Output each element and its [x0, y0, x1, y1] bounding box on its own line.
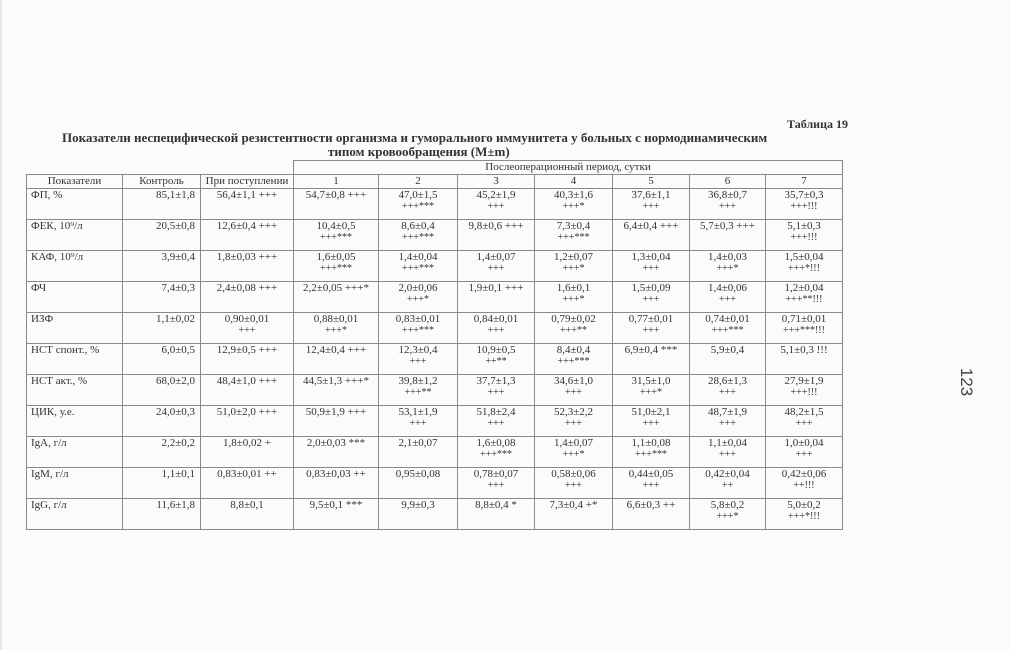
control-cell: 6,0±0,5 [123, 344, 201, 375]
day-3-cell [458, 499, 535, 530]
header-control: Контроль [123, 175, 201, 189]
cell-significance: +++*!!! [788, 263, 820, 274]
day-2-cell [379, 499, 458, 530]
day-6-cell [690, 437, 766, 468]
cell-value: 47,0±1,5 [398, 189, 438, 201]
day-1-cell [294, 468, 379, 499]
cell-value: 8,4±0,4 [556, 344, 591, 356]
day-2-cell [379, 375, 458, 406]
cell-value: 1,0±0,04 [784, 437, 824, 449]
day-2-cell [379, 189, 458, 220]
cell-value: 37,7±1,3 [476, 375, 516, 387]
day-5-cell [613, 344, 690, 375]
day-6-cell [690, 282, 766, 313]
cell-significance: +++ [487, 263, 505, 274]
control-cell: 24,0±0,3 [123, 406, 201, 437]
header-day-2: 2 [379, 175, 458, 189]
day-2-cell [379, 251, 458, 282]
cell-value: 2,0±0,06 [398, 282, 438, 294]
day-7-cell [766, 468, 843, 499]
cell-significance: +++*** [402, 201, 434, 212]
day-1-cell [294, 344, 379, 375]
page-number: 123 [957, 367, 977, 397]
day-4-cell [535, 406, 613, 437]
day-6-cell [690, 313, 766, 344]
day-6-cell [690, 406, 766, 437]
control-cell: 68,0±2,0 [123, 375, 201, 406]
cell-value: 5,1±0,3 !!! [780, 344, 828, 356]
title-line-2: типом кровообращения (M±m) [328, 144, 510, 159]
table-row [27, 344, 843, 375]
control-cell: 85,1±1,8 [123, 189, 201, 220]
table-row [27, 375, 843, 406]
cell-significance: +++*** [635, 449, 667, 460]
param-cell: ЦИК, у.е. [27, 406, 123, 437]
cell-significance: +++*** [402, 232, 434, 243]
cell-value: 1,4±0,06 [707, 282, 748, 294]
param-cell: ФЧ [27, 282, 123, 313]
cell-significance: ++!!! [793, 480, 815, 491]
cell-significance: +++ [719, 294, 736, 305]
cell-value: 7,3±0,4 [556, 220, 591, 232]
day-7-cell [766, 344, 843, 375]
cell-significance: +++* [325, 325, 347, 336]
cell-value: 5,1±0,3 [787, 220, 821, 232]
cell-value: 1,4±0,07 [553, 437, 594, 449]
day-2-cell [379, 468, 458, 499]
day-3-cell [458, 468, 535, 499]
cell-value: 48,7±1,9 [707, 406, 748, 418]
day-3-cell [458, 344, 535, 375]
day-2-cell [379, 406, 458, 437]
day-5-cell [613, 499, 690, 530]
day-5-cell [613, 375, 690, 406]
cell-value: 0,90±0,01 [224, 313, 270, 325]
admission-cell [201, 313, 294, 344]
header-day-4: 4 [535, 175, 613, 189]
cell-significance: +++ [719, 449, 736, 460]
cell-value: 6,9±0,4 *** [624, 344, 678, 356]
cell-value: 54,7±0,8 +++ [305, 189, 367, 201]
day-2-cell [379, 282, 458, 313]
cell-significance: +++*** [557, 356, 590, 367]
day-5-cell [613, 282, 690, 313]
day-6-cell [690, 468, 766, 499]
day-4-cell [535, 375, 613, 406]
cell-value: 5,9±0,4 [710, 344, 745, 356]
admission-cell [201, 189, 294, 220]
day-1-cell [294, 189, 379, 220]
cell-value: 1,5±0,04 [784, 251, 824, 263]
param-cell: НСТ спонт., % [27, 344, 123, 375]
cell-value: 52,3±2,2 [553, 406, 594, 418]
cell-value: 53,1±1,9 [398, 406, 438, 418]
cell-value: 34,6±1,0 [553, 375, 594, 387]
day-3-cell [458, 406, 535, 437]
day-3-cell [458, 437, 535, 468]
title-line-1: Показатели неспецифической резистентности организма и гуморального иммунитета у больных с нормодинамическим [62, 130, 768, 145]
table-title [40, 131, 920, 159]
day-6-cell [690, 220, 766, 251]
cell-value: 0,71±0,01 [781, 313, 827, 325]
day-3-cell [458, 251, 535, 282]
day-7-cell [766, 282, 843, 313]
cell-value: 1,6±0,1 [556, 282, 591, 294]
cell-value: 10,4±0,5 [316, 220, 356, 232]
cell-significance: +++ [719, 201, 736, 212]
cell-significance: +++* [716, 263, 739, 274]
cell-significance: +++ [642, 201, 660, 212]
cell-value: 9,8±0,6 +++ [468, 220, 524, 232]
cell-value: 1,2±0,04 [784, 282, 824, 294]
cell-significance: +++*** [480, 449, 512, 460]
day-1-cell [294, 375, 379, 406]
cell-significance: ++** [485, 356, 507, 367]
day-3-cell [458, 189, 535, 220]
admission-cell [201, 437, 294, 468]
cell-value: 12,6±0,4 +++ [216, 220, 278, 232]
control-cell: 2,2±0,2 [123, 437, 201, 468]
table-row [27, 499, 843, 530]
cell-significance: +++ [409, 418, 427, 429]
day-3-cell [458, 313, 535, 344]
day-5-cell [613, 437, 690, 468]
cell-value: 1,4±0,04 [398, 251, 438, 263]
day-5-cell [613, 251, 690, 282]
table-row [27, 282, 843, 313]
cell-value: 5,0±0,2 [787, 499, 821, 511]
cell-significance: +++***!!! [783, 325, 825, 336]
table-row [27, 220, 843, 251]
cell-value: 0,42±0,04 [705, 468, 750, 480]
cell-significance: +++ [795, 418, 813, 429]
header-admission: При поступлении [201, 175, 294, 189]
cell-significance: +++* [562, 449, 585, 460]
cell-value: 45,2±1,9 [476, 189, 516, 201]
cell-value: 12,9±0,5 +++ [216, 344, 278, 356]
day-5-cell [613, 468, 690, 499]
cell-value: 27,9±1,9 [784, 375, 824, 387]
cell-value: 12,3±0,4 [398, 344, 438, 356]
day-4-cell [535, 220, 613, 251]
day-4-cell [535, 313, 613, 344]
cell-significance: +++ [642, 263, 660, 274]
cell-value: 1,6±0,08 [476, 437, 516, 449]
table-row [27, 468, 843, 499]
cell-value: 0,83±0,01 ++ [217, 468, 277, 480]
cell-significance: +++**!!! [785, 294, 823, 305]
day-7-cell [766, 375, 843, 406]
cell-value: 0,95±0,08 [395, 468, 441, 480]
cell-value: 1,1±0,08 [631, 437, 671, 449]
cell-significance: +++ [487, 418, 505, 429]
day-7-cell [766, 437, 843, 468]
cell-significance: +++*** [320, 232, 352, 243]
cell-significance: +++ [719, 387, 736, 398]
cell-significance: +++ [642, 418, 660, 429]
cell-value: 9,5±0,1 *** [309, 499, 363, 511]
day-5-cell [613, 313, 690, 344]
day-5-cell [613, 220, 690, 251]
day-4-cell [535, 437, 613, 468]
header-day-5: 5 [613, 175, 690, 189]
table-row [27, 437, 843, 468]
cell-significance: +++*** [402, 325, 434, 336]
admission-cell [201, 406, 294, 437]
header-period: Послеоперационный период, сутки [294, 161, 843, 175]
day-6-cell [690, 344, 766, 375]
cell-value: 0,58±0,06 [551, 468, 596, 480]
control-cell: 20,5±0,8 [123, 220, 201, 251]
control-cell: 3,9±0,4 [123, 251, 201, 282]
header-day-3: 3 [458, 175, 535, 189]
cell-significance: +++* [562, 294, 585, 305]
table-row [27, 406, 843, 437]
day-5-cell [613, 189, 690, 220]
cell-value: 6,6±0,3 ++ [626, 499, 676, 511]
admission-cell [201, 251, 294, 282]
cell-value: 28,6±1,3 [707, 375, 748, 387]
admission-cell [201, 220, 294, 251]
cell-significance: +++ [642, 325, 660, 336]
cell-significance: ++ [721, 480, 734, 491]
cell-value: 31,5±1,0 [631, 375, 671, 387]
table-row [27, 313, 843, 344]
cell-value: 2,4±0,08 +++ [216, 282, 278, 294]
table-label: Таблица 19 [787, 117, 848, 131]
param-cell: КАФ, 10⁹/л [27, 251, 123, 282]
cell-value: 1,4±0,03 [707, 251, 748, 263]
cell-significance: +++* [716, 511, 739, 522]
day-1-cell [294, 251, 379, 282]
control-cell: 1,1±0,02 [123, 313, 201, 344]
param-cell: НСТ акт., % [27, 375, 123, 406]
day-5-cell [613, 406, 690, 437]
header-param: Показатели [27, 175, 123, 189]
day-1-cell [294, 406, 379, 437]
day-1-cell [294, 313, 379, 344]
cell-value: 0,84±0,01 [473, 313, 519, 325]
day-1-cell [294, 437, 379, 468]
day-4-cell [535, 468, 613, 499]
cell-value: 2,2±0,05 +++* [303, 282, 369, 294]
day-4-cell [535, 251, 613, 282]
cell-significance: +++ [795, 449, 813, 460]
day-4-cell [535, 282, 613, 313]
cell-value: 51,0±2,0 +++ [216, 406, 278, 418]
header-blank [27, 161, 294, 175]
cell-value: 51,8±2,4 [476, 406, 516, 418]
header-row [27, 175, 843, 189]
cell-value: 0,77±0,01 [628, 313, 674, 325]
cell-value: 1,6±0,05 [316, 251, 356, 263]
cell-significance: +++ [487, 387, 505, 398]
cell-significance: +++ [238, 325, 256, 336]
cell-value: 1,8±0,02 + [223, 437, 271, 449]
day-6-cell [690, 251, 766, 282]
day-3-cell [458, 375, 535, 406]
header-day-7: 7 [766, 175, 843, 189]
cell-significance: +++* [407, 294, 429, 305]
cell-significance: +++ [487, 325, 505, 336]
cell-value: 0,74±0,01 [705, 313, 750, 325]
cell-significance: +++* [640, 387, 662, 398]
day-6-cell [690, 499, 766, 530]
cell-value: 0,83±0,03 ++ [306, 468, 366, 480]
cell-value: 7,3±0,4 +* [549, 499, 598, 511]
cell-value: 48,4±1,0 +++ [216, 375, 278, 387]
page-edge [0, 0, 2, 650]
admission-cell [201, 499, 294, 530]
param-cell: ФЕК, 10⁹/л [27, 220, 123, 251]
cell-significance: +++!!! [790, 387, 818, 398]
cell-significance: +++* [562, 201, 585, 212]
cell-significance: +++*** [711, 325, 744, 336]
day-2-cell [379, 437, 458, 468]
cell-value: 44,5±1,3 +++* [303, 375, 369, 387]
admission-cell [201, 375, 294, 406]
day-4-cell [535, 344, 613, 375]
cell-significance: +++!!! [790, 232, 818, 243]
cell-value: 2,0±0,03 *** [306, 437, 366, 449]
cell-significance: +++*** [557, 232, 590, 243]
cell-value: 1,5±0,09 [631, 282, 671, 294]
cell-value: 8,8±0,1 [230, 499, 264, 511]
cell-value: 36,8±0,7 [707, 189, 748, 201]
cell-value: 35,7±0,3 [784, 189, 824, 201]
cell-value: 10,9±0,5 [476, 344, 516, 356]
day-1-cell [294, 220, 379, 251]
cell-value: 5,8±0,2 [710, 499, 745, 511]
header-day-6: 6 [690, 175, 766, 189]
cell-significance: +++ [409, 356, 427, 367]
day-7-cell [766, 499, 843, 530]
param-cell: ИЗФ [27, 313, 123, 344]
day-2-cell [379, 313, 458, 344]
day-6-cell [690, 189, 766, 220]
admission-cell [201, 468, 294, 499]
cell-value: 48,2±1,5 [784, 406, 824, 418]
cell-value: 0,79±0,02 [551, 313, 596, 325]
day-7-cell [766, 251, 843, 282]
cell-value: 1,1±0,04 [707, 437, 748, 449]
cell-value: 8,6±0,4 [401, 220, 435, 232]
cell-value: 0,78±0,07 [473, 468, 519, 480]
day-7-cell [766, 313, 843, 344]
day-3-cell [458, 220, 535, 251]
cell-significance: +++** [560, 325, 587, 336]
cell-significance: +++ [565, 418, 582, 429]
admission-cell [201, 282, 294, 313]
cell-value: 0,44±0,05 [628, 468, 674, 480]
control-cell: 1,1±0,1 [123, 468, 201, 499]
cell-value: 9,9±0,3 [401, 499, 435, 511]
day-6-cell [690, 375, 766, 406]
cell-significance: +++** [404, 387, 432, 398]
data-table [26, 160, 843, 530]
cell-value: 1,2±0,07 [553, 251, 594, 263]
param-cell: IgM, г/л [27, 468, 123, 499]
day-3-cell [458, 282, 535, 313]
param-cell: ФП, % [27, 189, 123, 220]
cell-value: 0,88±0,01 [313, 313, 359, 325]
cell-value: 50,9±1,9 +++ [305, 406, 367, 418]
cell-value: 0,42±0,06 [781, 468, 827, 480]
cell-value: 2,1±0,07 [398, 437, 438, 449]
cell-value: 0,83±0,01 [395, 313, 441, 325]
header-day-1: 1 [294, 175, 379, 189]
day-1-cell [294, 499, 379, 530]
cell-significance: +++ [642, 294, 660, 305]
day-2-cell [379, 344, 458, 375]
control-cell: 7,4±0,3 [123, 282, 201, 313]
cell-value: 51,0±2,1 [631, 406, 671, 418]
day-2-cell [379, 220, 458, 251]
param-cell: IgG, г/л [27, 499, 123, 530]
cell-value: 40,3±1,6 [553, 189, 594, 201]
table-row [27, 251, 843, 282]
table-row [27, 189, 843, 220]
cell-significance: +++ [642, 480, 660, 491]
cell-significance: +++ [487, 201, 505, 212]
cell-value: 37,6±1,1 [631, 189, 671, 201]
day-4-cell [535, 189, 613, 220]
control-cell: 11,6±1,8 [123, 499, 201, 530]
cell-significance: +++ [565, 480, 582, 491]
day-1-cell [294, 282, 379, 313]
cell-value: 5,7±0,3 +++ [700, 220, 755, 232]
cell-significance: +++ [719, 418, 736, 429]
day-4-cell [535, 499, 613, 530]
cell-value: 12,4±0,4 +++ [305, 344, 367, 356]
cell-value: 56,4±1,1 +++ [216, 189, 278, 201]
cell-significance: +++ [487, 480, 505, 491]
cell-value: 1,3±0,04 [631, 251, 671, 263]
cell-significance: +++ [565, 387, 582, 398]
cell-value: 6,4±0,4 +++ [623, 220, 679, 232]
cell-value: 1,9±0,1 +++ [468, 282, 524, 294]
cell-significance: +++* [562, 263, 585, 274]
cell-value: 39,8±1,2 [398, 375, 438, 387]
cell-significance: +++*** [402, 263, 434, 274]
cell-value: 1,4±0,07 [476, 251, 516, 263]
param-cell: IgA, г/л [27, 437, 123, 468]
cell-significance: +++!!! [790, 201, 818, 212]
admission-cell [201, 344, 294, 375]
day-7-cell [766, 189, 843, 220]
cell-value: 8,8±0,4 * [475, 499, 517, 511]
cell-significance: +++*!!! [788, 511, 820, 522]
cell-value: 1,8±0,03 +++ [216, 251, 278, 263]
cell-significance: +++*** [320, 263, 352, 274]
day-7-cell [766, 220, 843, 251]
day-7-cell [766, 406, 843, 437]
